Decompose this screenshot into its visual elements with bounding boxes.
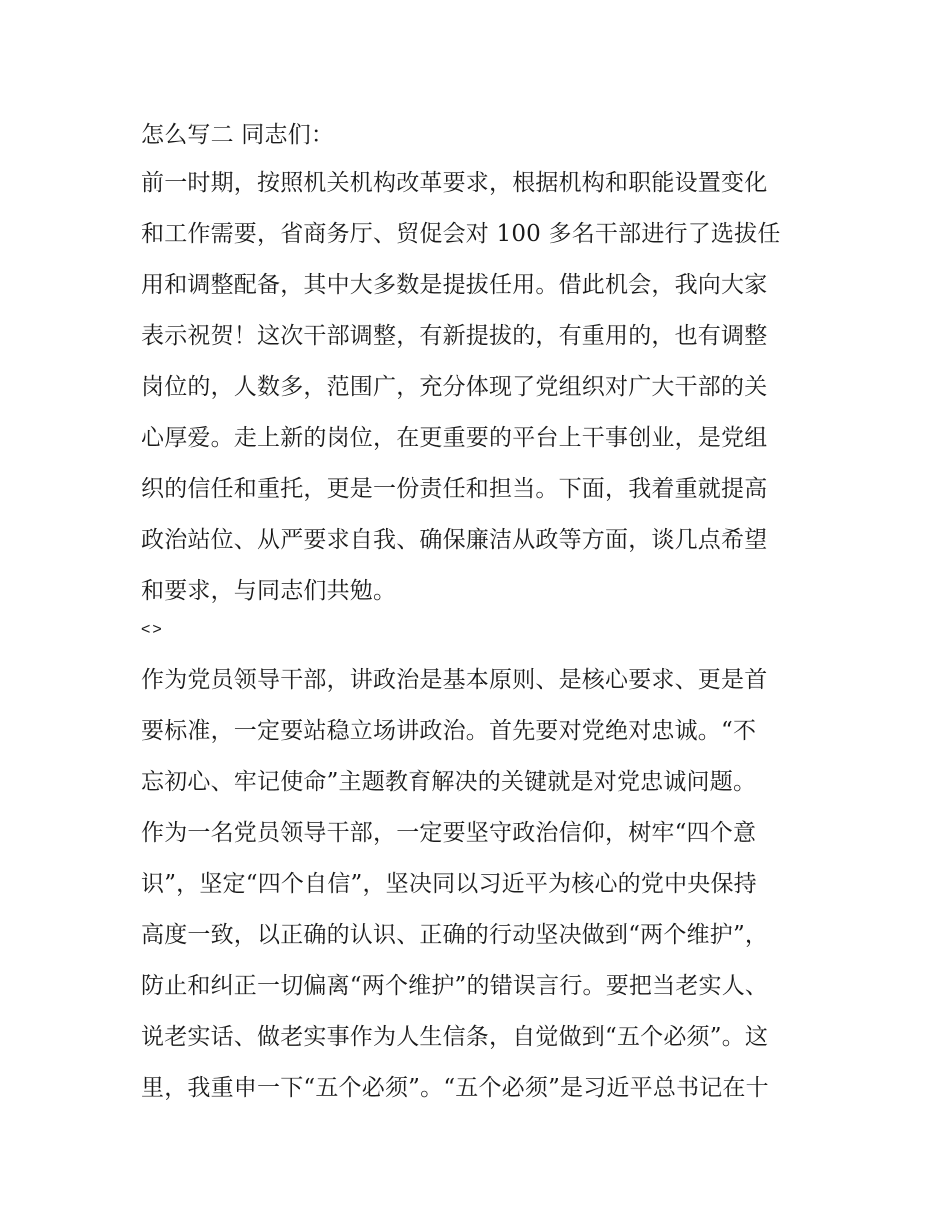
paragraph-line: 要标准，一定要站稳立场讲政治。首先要对党绝对忠诚。“不 [141, 718, 757, 744]
paragraph-line: 里，我重申一下“五个必须”。“五个必须”是习近平总书记在十 [141, 1075, 769, 1101]
section-marker-block [141, 610, 811, 650]
paragraph-line: 和工作需要，省商务厅、贸促会对 100 多名干部进行了选拔任 [141, 221, 781, 247]
paragraph-line: 前一时期，按照机关机构改革要求，根据机构和职能设置变化 [141, 170, 768, 196]
paragraph-line: 说老实话、做老实事作为人生信条，自觉做到“五个必须”。这 [141, 1024, 769, 1050]
heading-block [141, 110, 811, 161]
paragraph-line: 政治站位、从严要求自我、确保廉洁从政等方面，谈几点希望 [141, 527, 768, 553]
paragraph-2 [141, 655, 811, 1114]
paragraph-line: 心厚爱。走上新的岗位，在更重要的平台上干事创业，是党组 [141, 425, 768, 451]
paragraph-line: 忘初心、牢记使命”主题教育解决的关键就是对党忠诚问题。 [141, 769, 757, 795]
paragraph-line: 高度一致，以正确的认识、正确的行动坚决做到“两个维护”， [141, 922, 769, 948]
paragraph-line: 表示祝贺！这次干部调整，有新提拔的，有重用的，也有调整 [141, 323, 768, 349]
section-marker: <> [141, 621, 164, 638]
paragraph-line: 作为党员领导干部，讲政治是基本原则、是核心要求、更是首 [141, 667, 768, 693]
paragraph-line: 作为一名党员领导干部，一定要坚守政治信仰，树牢“四个意 [141, 820, 757, 846]
paragraph-line: 识”，坚定“四个自信”，坚决同以习近平为核心的党中央保持 [141, 871, 757, 897]
document-heading: 怎么写二 同志们： [141, 122, 335, 148]
paragraph-line: 用和调整配备，其中大多数是提拔任用。借此机会，我向大家 [141, 272, 768, 298]
paragraph-1 [141, 158, 811, 617]
paragraph-line: 岗位的，人数多，范围广，充分体现了党组织对广大干部的关 [141, 374, 768, 400]
paragraph-line: 和要求，与同志们共勉。 [141, 578, 397, 604]
paragraph-line: 织的信任和重托，更是一份责任和担当。下面，我着重就提高 [141, 476, 768, 502]
paragraph-line: 防止和纠正一切偏离“两个维护”的错误言行。要把当老实人、 [141, 973, 769, 999]
